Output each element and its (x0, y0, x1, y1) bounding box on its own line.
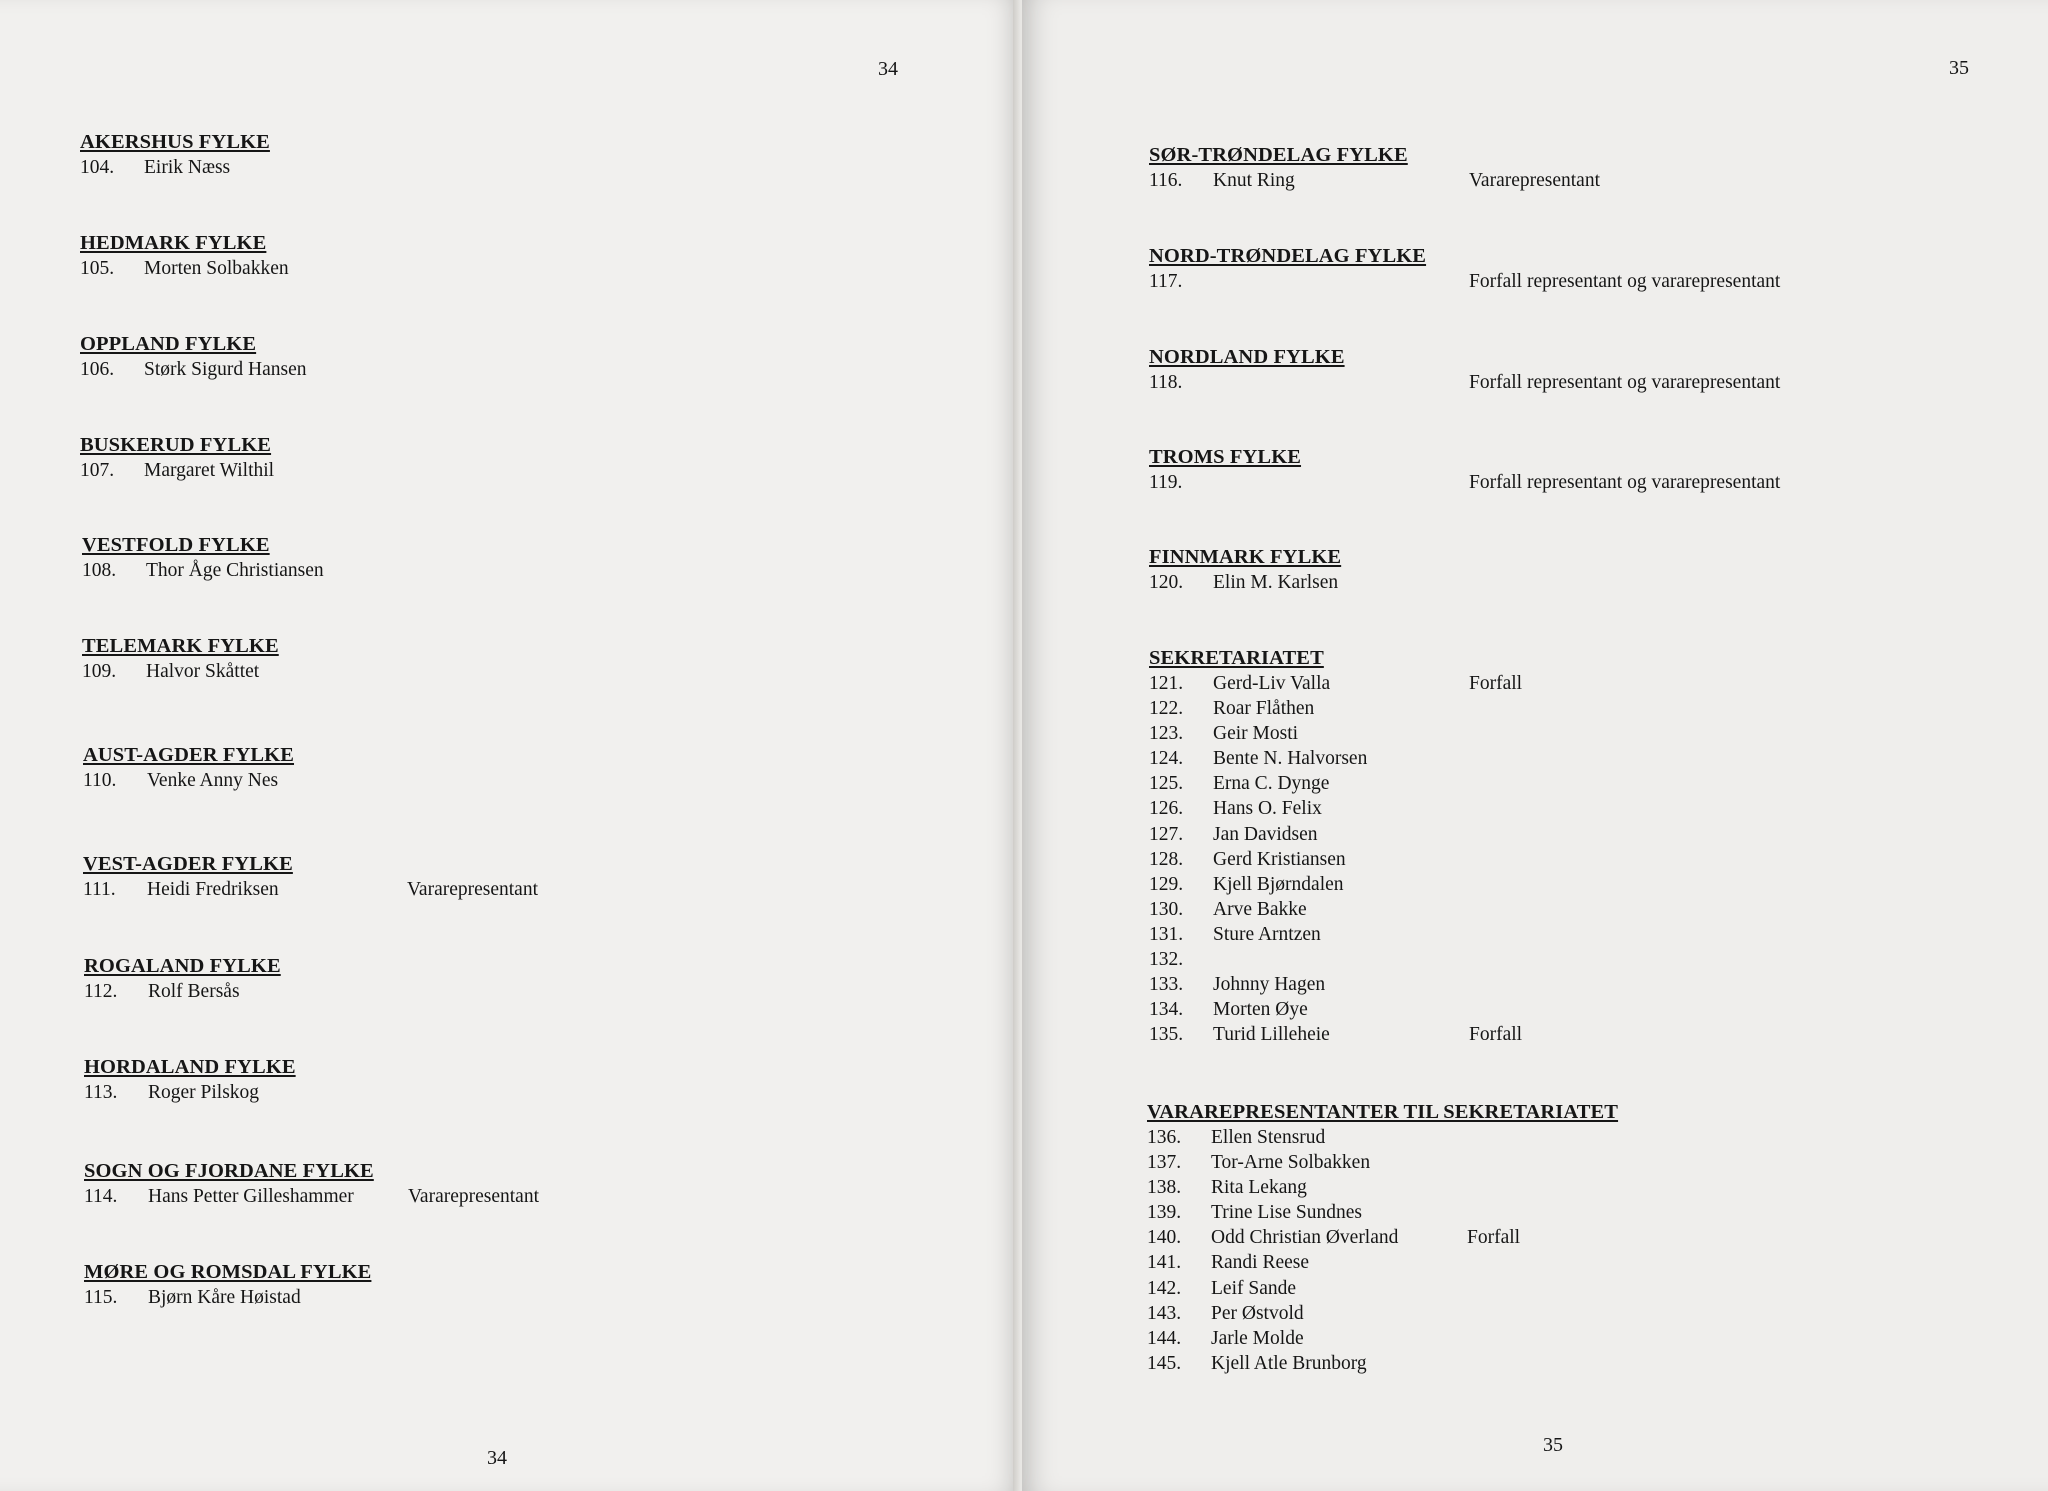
entry-number: 140. (1147, 1227, 1182, 1249)
section-heading: VESTFOLD FYLKE (82, 534, 270, 556)
entry-name: Per Østvold (1211, 1302, 1304, 1324)
entry-name: Arve Bakke (1213, 898, 1307, 920)
entry-number: 107. (80, 460, 115, 481)
entry-name: Odd Christian Øverland (1211, 1227, 1399, 1249)
entry-number: 106. (80, 359, 115, 380)
list-item (1149, 897, 1324, 922)
section-vestfold (82, 533, 324, 583)
section-troms (1149, 445, 1781, 495)
list-item (1149, 822, 1324, 847)
entry-name: Jarle Molde (1211, 1327, 1304, 1349)
entry-number: 108. (82, 560, 117, 581)
entry-name: Leif Sande (1211, 1277, 1297, 1299)
list-item (84, 1285, 371, 1310)
list-item (1149, 470, 1781, 495)
entry-note: Forfall representant og vararepresentant (1469, 271, 1781, 292)
entry-name: Bjørn Kåre Høistad (148, 1287, 301, 1308)
entry-number: 143. (1147, 1302, 1182, 1324)
list-item (83, 768, 294, 793)
section-nord-trondelag (1149, 244, 1781, 294)
entry-note: Vararepresentant (407, 879, 539, 900)
entry-name: Heidi Fredriksen (147, 879, 279, 900)
section-akershus (80, 130, 270, 180)
entry-name: Knut Ring (1213, 170, 1295, 191)
entry-number: 142. (1147, 1277, 1182, 1299)
entry-note: Vararepresentant (408, 1186, 540, 1207)
section-heading: TROMS FYLKE (1149, 446, 1302, 468)
section-heading: OPPLAND FYLKE (80, 333, 257, 355)
entry-number: 126. (1149, 798, 1184, 820)
entry-number: 110. (83, 770, 117, 791)
section-sor-trondelag (1149, 143, 1601, 193)
section-nordland (1149, 345, 1781, 395)
entry-name: Rita Lekang (1211, 1177, 1307, 1199)
list-item (1149, 922, 1324, 947)
section-heading: SEKRETARIATET (1149, 647, 1324, 669)
entry-number: 124. (1149, 748, 1184, 770)
entry-name: Gerd-Liv Valla (1213, 673, 1331, 694)
entry-note: Forfall (1469, 1024, 1523, 1046)
section-telemark (82, 634, 279, 684)
entry-note: Forfall (1469, 673, 1523, 694)
entry-number: 123. (1149, 723, 1184, 745)
section-heading: HORDALAND FYLKE (84, 1056, 296, 1078)
section-buskerud (80, 433, 275, 483)
entry-name: Ellen Stensrud (1211, 1127, 1326, 1148)
entry-name: Halvor Skåttet (146, 661, 260, 682)
entry-name: Tor-Arne Solbakken (1211, 1152, 1371, 1174)
entry-name: Hans Petter Gilleshammer (148, 1186, 354, 1207)
entry-number: 129. (1149, 873, 1184, 895)
list-item (1147, 1326, 1618, 1351)
entry-number: 120. (1149, 572, 1184, 593)
section-finnmark (1149, 545, 1341, 595)
entry-number: 109. (82, 661, 117, 682)
section-sogn-og-fjordane (84, 1159, 540, 1209)
list-item (1149, 947, 1324, 972)
entry-name: Randi Reese (1211, 1252, 1310, 1274)
section-hedmark (80, 231, 289, 281)
entry-number: 128. (1149, 848, 1184, 870)
entry-name: Størk Sigurd Hansen (144, 359, 307, 380)
entry-number: 119. (1149, 472, 1183, 493)
list-item (80, 357, 307, 382)
section-heading: VARAREPRESENTANTER TIL SEKRETARIATET (1147, 1101, 1619, 1123)
list-item (82, 558, 324, 583)
entry-number: 138. (1147, 1177, 1182, 1199)
entry-name: Turid Lilleheie (1213, 1024, 1330, 1046)
list-item (1149, 696, 1324, 721)
section-heading: SØR-TRØNDELAG FYLKE (1149, 144, 1408, 166)
section-sekretariatet (1149, 646, 1523, 1047)
entry-number: 137. (1147, 1152, 1182, 1174)
list-item (82, 659, 279, 684)
entry-name: Sture Arntzen (1213, 923, 1321, 945)
entry-note: Vararepresentant (1469, 170, 1601, 191)
section-heading: NORD-TRØNDELAG FYLKE (1149, 245, 1427, 267)
list-item (1147, 1276, 1618, 1301)
entry-name: Kjell Atle Brunborg (1211, 1352, 1367, 1374)
entry-name: Elin M. Karlsen (1213, 572, 1339, 593)
entry-name: Hans O. Felix (1213, 798, 1322, 820)
section-heading: ROGALAND FYLKE (84, 955, 281, 977)
section-vest-agder (83, 852, 539, 902)
list-item (84, 1080, 296, 1105)
section-hordaland (84, 1055, 296, 1105)
entry-name: Johnny Hagen (1213, 974, 1326, 996)
section-heading: TELEMARK FYLKE (82, 635, 279, 657)
entry-number: 125. (1149, 773, 1184, 795)
section-heading: MØRE OG ROMSDAL FYLKE (84, 1261, 372, 1283)
section-heading: HEDMARK FYLKE (80, 232, 267, 254)
entry-name: Roger Pilskog (148, 1082, 260, 1103)
section-heading: FINNMARK FYLKE (1149, 546, 1342, 568)
entry-number: 145. (1147, 1352, 1182, 1374)
entry-name: Trine Lise Sundnes (1211, 1202, 1362, 1224)
section-heading: VEST-AGDER FYLKE (83, 853, 293, 875)
list-item (84, 1184, 540, 1209)
list-item (83, 877, 539, 902)
entry-number: 111. (83, 879, 116, 900)
entry-name: Morten Solbakken (144, 258, 289, 279)
entry-number: 118. (1149, 372, 1183, 393)
entry-name: Margaret Wilthil (144, 460, 275, 481)
list-item (1147, 1301, 1618, 1326)
list-item (1149, 168, 1601, 193)
section-aust-agder (83, 743, 294, 793)
list-item (1149, 872, 1344, 897)
list-item (1149, 796, 1324, 821)
entry-number: 134. (1149, 999, 1184, 1021)
list-item (1149, 972, 1324, 997)
list-item (80, 256, 289, 281)
list-item (1149, 746, 1368, 771)
entry-number: 117. (1149, 271, 1183, 292)
list-item (1149, 997, 1324, 1022)
entry-name: Thor Åge Christiansen (146, 560, 324, 581)
page-number-top: 34 (878, 58, 898, 80)
entry-number: 104. (80, 157, 115, 178)
page-number-bottom: 35 (1543, 1434, 1563, 1456)
section-more-og-romsdal (84, 1260, 371, 1310)
section-heading: NORDLAND FYLKE (1149, 346, 1345, 368)
list-item (1147, 1250, 1618, 1275)
section-heading: AKERSHUS FYLKE (80, 131, 270, 153)
entry-number: 131. (1149, 923, 1184, 945)
section-rogaland (84, 954, 281, 1004)
list-item (80, 155, 270, 180)
list-item (1147, 1125, 1618, 1150)
section-heading: SOGN OG FJORDANE FYLKE (84, 1160, 374, 1182)
list-item (1149, 1022, 1523, 1047)
section-oppland (80, 332, 307, 382)
entry-name: Gerd Kristiansen (1213, 848, 1346, 870)
list-item (1147, 1200, 1618, 1225)
entry-name: Geir Mosti (1213, 723, 1299, 745)
entry-number: 133. (1149, 974, 1184, 996)
right-page (1022, 0, 2048, 1491)
entry-number: 105. (80, 258, 115, 279)
entry-number: 113. (84, 1082, 118, 1103)
entry-number: 144. (1147, 1327, 1182, 1349)
entry-number: 141. (1147, 1252, 1182, 1274)
entry-number: 122. (1149, 698, 1184, 720)
entry-number: 136. (1147, 1127, 1182, 1148)
section-heading: AUST-AGDER FYLKE (83, 744, 295, 766)
entry-number: 135. (1149, 1024, 1184, 1046)
list-item (1149, 671, 1523, 696)
section-heading: BUSKERUD FYLKE (80, 434, 272, 456)
entry-note: Forfall (1467, 1227, 1521, 1249)
entry-number: 139. (1147, 1202, 1182, 1224)
list-item (80, 458, 275, 483)
entry-name: Erna C. Dynge (1213, 773, 1330, 795)
left-page (0, 0, 1022, 1491)
list-item (1149, 721, 1324, 746)
entry-number: 121. (1149, 673, 1184, 694)
list-item (1147, 1225, 1618, 1250)
entry-name: Venke Anny Nes (147, 770, 279, 791)
list-item (84, 979, 281, 1004)
entry-name: Rolf Bersås (148, 981, 240, 1002)
list-item (1149, 370, 1781, 395)
entry-number: 132. (1149, 949, 1184, 971)
entry-number: 112. (84, 981, 118, 1002)
page-number-bottom: 34 (487, 1447, 507, 1469)
entry-number: 116. (1149, 170, 1183, 191)
list-item (1149, 847, 1346, 872)
list-item (1147, 1175, 1618, 1200)
list-item (1147, 1150, 1618, 1175)
entry-name: Jan Davidsen (1213, 823, 1318, 845)
entry-number: 127. (1149, 823, 1184, 845)
list-item (1149, 269, 1781, 294)
entry-name: Morten Øye (1213, 999, 1308, 1021)
entry-number: 115. (84, 1287, 118, 1308)
page-number-top: 35 (1949, 57, 1969, 79)
entry-note: Forfall representant og vararepresentant (1469, 472, 1781, 493)
list-item (1147, 1351, 1618, 1376)
list-item (1149, 771, 1330, 796)
entry-number: 130. (1149, 898, 1184, 920)
list-item (1149, 570, 1341, 595)
entry-name: Kjell Bjørndalen (1213, 873, 1344, 895)
entry-note: Forfall representant og vararepresentant (1469, 372, 1781, 393)
section-vararepresentanter (1147, 1100, 1618, 1376)
entry-name: Bente N. Halvorsen (1213, 748, 1368, 770)
entry-number: 114. (84, 1186, 118, 1207)
entry-name: Roar Flåthen (1213, 698, 1315, 720)
entry-name: Eirik Næss (144, 157, 231, 178)
